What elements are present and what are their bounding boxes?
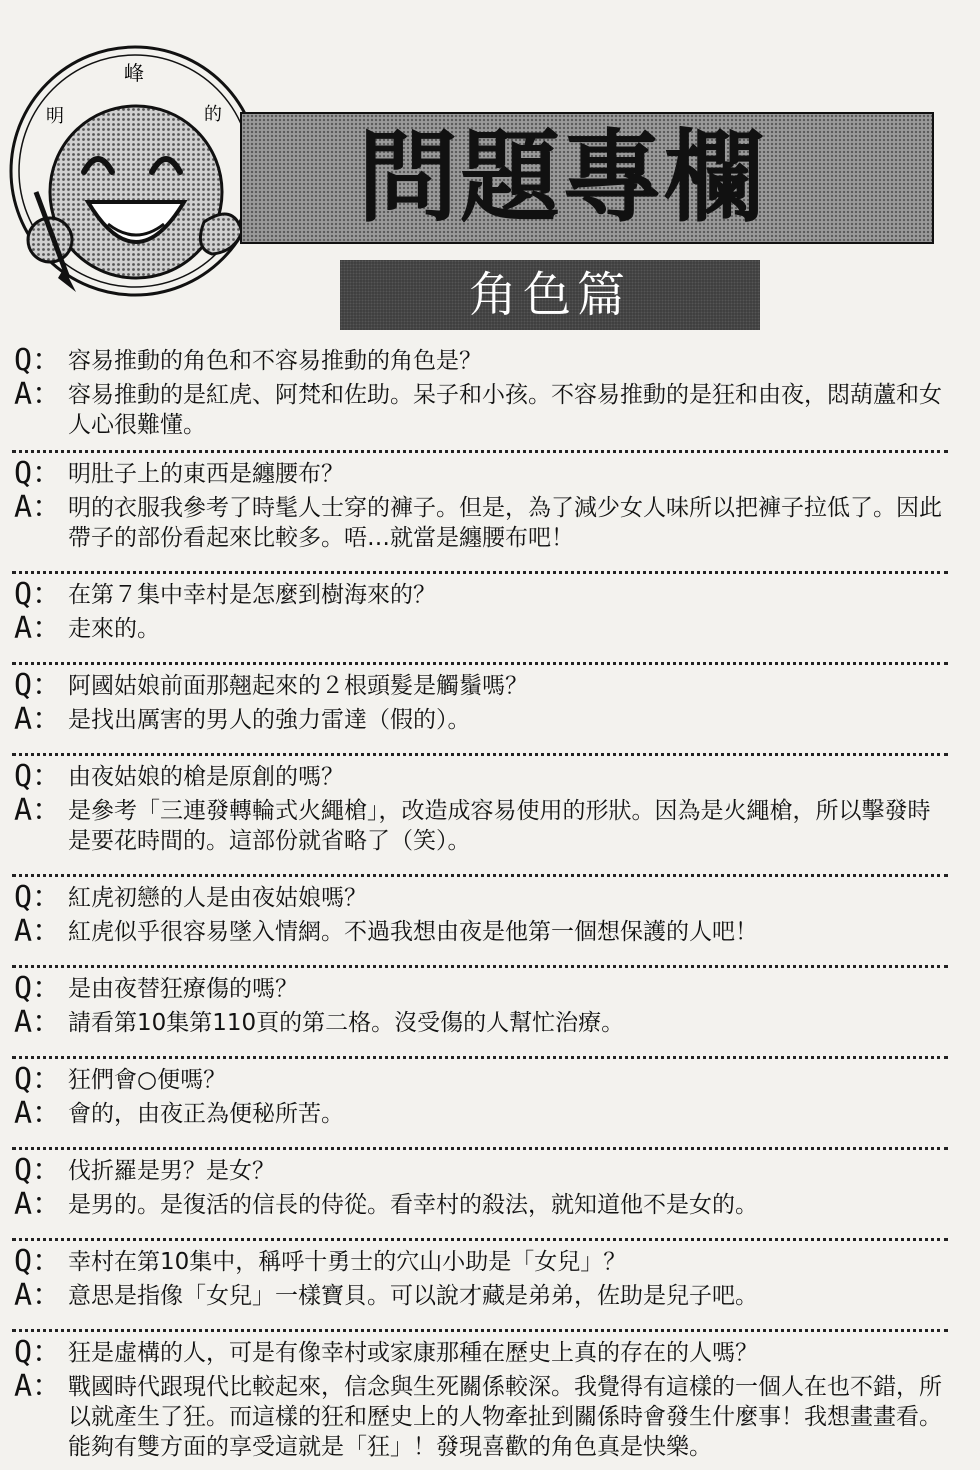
qa-item <box>12 665 948 756</box>
question-text: 幸村在第10集中，稱呼十勇士的穴山小助是「女兒」？ <box>68 1249 627 1275</box>
answer-row <box>12 793 948 856</box>
answer-text: 是找出厲害的男人的強力雷達（假的）。 <box>68 707 471 733</box>
question-row <box>12 971 948 1006</box>
answer-row <box>12 377 948 440</box>
question-mark: Q： <box>14 759 63 794</box>
answer-mark: A： <box>14 490 63 525</box>
question-row <box>12 1062 948 1097</box>
question-text: 明肚子上的東西是纏腰布？ <box>68 461 344 487</box>
question-row <box>12 577 948 612</box>
question-mark: Q： <box>14 971 63 1006</box>
answer-mark: A： <box>14 611 63 646</box>
question-mark: Q： <box>14 1062 63 1097</box>
question-text: 在第７集中幸村是怎麼到樹海來的？ <box>68 582 436 608</box>
answer-row <box>12 914 948 949</box>
answer-row <box>12 702 948 737</box>
question-text: 紅虎初戀的人是由夜姑娘嗎？ <box>68 885 367 911</box>
question-text: 狂們會○便嗎？ <box>68 1067 227 1093</box>
qa-item <box>12 1241 948 1332</box>
answer-mark: A： <box>14 1369 63 1404</box>
question-mark: Q： <box>14 880 63 915</box>
question-row <box>12 343 948 378</box>
question-mark: Q： <box>14 577 63 612</box>
question-row <box>12 1244 948 1279</box>
question-mark: Q： <box>14 668 63 703</box>
smiley-mascot-seal <box>6 42 264 300</box>
question-text: 是由夜替狂療傷的嗎？ <box>68 976 298 1002</box>
answer-row <box>12 1187 948 1222</box>
question-mark: Q： <box>14 1335 63 1370</box>
question-text: 阿國姑娘前面那翹起來的２根頭髮是觸鬚嗎？ <box>68 673 528 699</box>
question-text: 狂是虛構的人，可是有像幸村或家康那種在歷史上真的存在的人嗎？ <box>68 1340 758 1366</box>
page-subtitle: 角色篇 <box>468 267 631 323</box>
answer-mark: A： <box>14 702 63 737</box>
answer-mark: A： <box>14 377 63 412</box>
answer-text: 戰國時代跟現代比較起來，信念與生死關係較深。我覺得有這樣的一個人在也不錯，所以就產生了狂。而這樣的狂和歷史上的人物牽扯到關係時會發生什麼事！我想畫畫看。能夠有雙方面的享受這就是「狂」！發現喜歡的角色真是快樂。 <box>68 1374 942 1460</box>
answer-text: 意思是指像「女兒」一樣寶貝。可以說才藏是弟弟，佐助是兒子吧。 <box>68 1283 758 1309</box>
question-row <box>12 1335 948 1370</box>
qa-item <box>12 574 948 665</box>
question-text: 容易推動的角色和不容易推動的角色是？ <box>68 348 482 374</box>
qa-item <box>12 968 948 1059</box>
question-row <box>12 456 948 491</box>
answer-text: 明的衣服我參考了時髦人士穿的褲子。但是，為了減少女人味所以把褲子拉低了。因此帶子的部份看起來比較多。唔…就當是纏腰布吧！ <box>68 495 942 551</box>
qa-item <box>12 453 948 574</box>
subtitle-banner <box>340 260 760 330</box>
answer-row <box>12 1278 948 1313</box>
answer-text: 請看第10集第110頁的第二格。沒受傷的人幫忙治療。 <box>68 1010 625 1036</box>
question-mark: Q： <box>14 1244 63 1279</box>
question-text: 由夜姑娘的槍是原創的嗎？ <box>68 764 344 790</box>
answer-row <box>12 1096 948 1131</box>
answer-text: 容易推動的是紅虎、阿梵和佐助。呆子和小孩。不容易推動的是狂和由夜，悶葫蘆和女人心很難懂。 <box>68 382 942 438</box>
question-row <box>12 880 948 915</box>
qa-item <box>12 1059 948 1150</box>
question-mark: Q： <box>14 456 63 491</box>
answer-mark: A： <box>14 914 63 949</box>
seal-char-2: 峰 <box>124 61 144 85</box>
answer-mark: A： <box>14 1278 63 1313</box>
answer-text: 是男的。是復活的信長的侍從。看幸村的殺法，就知道他不是女的。 <box>68 1192 758 1218</box>
qa-item <box>12 1332 948 1468</box>
qa-item <box>12 1150 948 1241</box>
answer-mark: A： <box>14 1005 63 1040</box>
seal-char-3: 的 <box>204 104 222 125</box>
question-row <box>12 1153 948 1188</box>
question-mark: Q： <box>14 1153 63 1188</box>
page-title: 問題專欄 <box>358 119 766 236</box>
answer-text: 是參考「三連發轉輪式火繩槍」，改造成容易使用的形狀。因為是火繩槍，所以擊發時是要花時間的。這部份就省略了（笑）。 <box>68 798 931 854</box>
question-row <box>12 668 948 703</box>
qa-item <box>12 340 948 453</box>
answer-text: 會的，由夜正為便秘所苦。 <box>68 1101 344 1127</box>
question-text: 伐折羅是男？是女？ <box>68 1158 275 1184</box>
answer-mark: A： <box>14 793 63 828</box>
qa-item <box>12 877 948 968</box>
answer-row <box>12 1369 948 1462</box>
answer-mark: A： <box>14 1187 63 1222</box>
answer-text: 走來的。 <box>68 616 160 642</box>
answer-row <box>12 490 948 553</box>
question-mark: Q： <box>14 343 63 378</box>
qa-item <box>12 756 948 877</box>
answer-mark: A： <box>14 1096 63 1131</box>
answer-row <box>12 1005 948 1040</box>
qa-list <box>12 340 948 1468</box>
answer-text: 紅虎似乎很容易墜入情網。不過我想由夜是他第一個想保護的人吧！ <box>68 919 758 945</box>
seal-char-1: 明 <box>46 106 64 127</box>
question-row <box>12 759 948 794</box>
answer-row <box>12 611 948 646</box>
